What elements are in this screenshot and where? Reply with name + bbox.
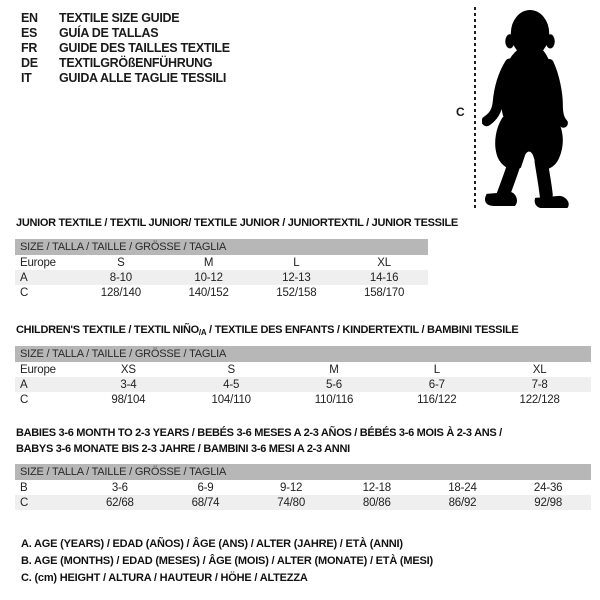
table-row <box>15 285 428 300</box>
cell: XS <box>120 363 136 376</box>
cell: 128/140 <box>100 286 141 299</box>
row-label: C <box>20 393 29 406</box>
cell: 86/92 <box>420 495 506 510</box>
legend-line-c: C. (cm) HEIGHT / ALTURA / HAUTEUR / HÖHE / ALTEZZA <box>21 572 308 584</box>
cell: M <box>329 363 339 376</box>
cell: 7-8 <box>488 377 591 392</box>
cell: 74/80 <box>248 495 334 510</box>
row-label: B <box>20 481 28 494</box>
cell: 104/110 <box>211 393 251 406</box>
cell: 122/128 <box>519 393 560 406</box>
size-header-cell: SIZE / TALLA / TAILLE / GRÖSSE / TAGLIA <box>15 464 591 480</box>
cell: 18-24 <box>448 481 477 494</box>
babies-title-line2: BABYS 3-6 MONATE BIS 2-3 JAHRE / BAMBINI 3-6 MESI A 2-3 ANNI <box>16 443 350 455</box>
table-row <box>15 392 591 407</box>
cell: 116/122 <box>417 393 457 406</box>
language-code: IT <box>21 71 32 85</box>
children-title-post: / TEXTILE DES ENFANTS / KINDERTEXTIL / BAMBINI TESSILE <box>206 324 519 336</box>
cell: 5-6 <box>283 377 386 392</box>
cell: 6-9 <box>197 481 214 494</box>
cell: XL <box>377 256 391 269</box>
cell: 62/68 <box>77 495 163 510</box>
language-row-it <box>21 71 230 86</box>
cell: 110/116 <box>314 393 354 406</box>
language-code: ES <box>21 26 38 40</box>
cell: 98/104 <box>111 393 146 406</box>
language-label: GUIDA ALLE TAGLIE TESSILI <box>59 71 227 85</box>
cell: 92/98 <box>505 495 591 510</box>
babies-size-table <box>15 464 591 510</box>
measurement-legend <box>21 536 433 587</box>
size-header-row <box>15 346 591 362</box>
size-header-cell: SIZE / TALLA / TAILLE / GRÖSSE / TAGLIA <box>15 239 428 255</box>
cell: 3-6 <box>111 481 128 494</box>
legend-line-a: A. AGE (YEARS) / EDAD (AÑOS) / ÂGE (ANS) / ALTER (JAHRE) / ETÀ (ANNI) <box>21 538 403 550</box>
cell: 4-5 <box>180 377 283 392</box>
language-row-fr <box>21 41 230 56</box>
row-label: Europe <box>20 363 56 376</box>
baby-silhouette-icon <box>482 8 574 208</box>
row-label: Europe <box>20 256 56 269</box>
cell: 140/152 <box>188 286 229 299</box>
junior-size-table <box>15 239 428 300</box>
cell: M <box>203 256 214 269</box>
language-code: FR <box>21 41 38 55</box>
cell: 68/74 <box>163 495 249 510</box>
language-row-de <box>21 56 230 71</box>
cell: 6-7 <box>385 377 488 392</box>
cell: 3-4 <box>77 377 180 392</box>
cell: 24-36 <box>533 481 563 494</box>
table-row <box>15 255 428 270</box>
language-row-en <box>21 11 230 26</box>
cell: 8-10 <box>77 270 165 285</box>
cell: 152/158 <box>276 286 317 299</box>
children-title-pre: CHILDREN'S TEXTILE / TEXTIL NIÑO <box>16 324 199 336</box>
cell: XL <box>532 363 547 376</box>
cell: 14-16 <box>340 270 428 285</box>
row-label: C <box>20 286 29 299</box>
language-label: GUIDE DES TAILLES TEXTILE <box>59 41 230 55</box>
table-row <box>15 270 428 285</box>
cell: 12-13 <box>253 270 341 285</box>
cell: L <box>293 256 300 269</box>
row-label: C <box>15 495 77 510</box>
row-label: A <box>15 377 77 392</box>
cell: S <box>117 256 125 269</box>
table-row <box>15 480 591 495</box>
cell: 12-18 <box>362 481 391 494</box>
cell: 10-12 <box>165 270 253 285</box>
language-title-list <box>21 11 230 86</box>
height-measure-label: C <box>456 105 465 119</box>
size-header-cell: SIZE / TALLA / TAILLE / GRÖSSE / TAGLIA <box>15 346 591 362</box>
babies-section-title <box>16 425 576 457</box>
row-label: A <box>15 270 77 285</box>
cell: 80/86 <box>334 495 420 510</box>
babies-title-line1: BABIES 3-6 MONTH TO 2-3 YEARS / BEBÉS 3-6 MESES A 2-3 AÑOS / BÉBÉS 3-6 MOIS À 2-3 ANS / <box>16 427 502 439</box>
cell: S <box>227 363 235 376</box>
table-row <box>15 377 591 392</box>
cell: L <box>433 363 440 376</box>
language-code: DE <box>21 56 38 70</box>
height-dashed-line <box>474 7 476 210</box>
language-row-es <box>21 26 230 41</box>
table-row <box>15 495 591 510</box>
size-header-row <box>15 464 591 480</box>
legend-line-b: B. AGE (MONTHS) / EDAD (MESES) / ÂGE (MOIS) / ALTER (MONATE) / ETÀ (MESI) <box>21 555 433 567</box>
children-title-sub: /A <box>198 328 207 337</box>
language-code: EN <box>21 11 38 25</box>
language-label: TEXTILE SIZE GUIDE <box>59 11 180 25</box>
language-label: TEXTILGRÖßENFÜHRUNG <box>59 56 213 70</box>
language-label: GUÍA DE TALLAS <box>59 26 159 40</box>
baby-height-figure <box>448 4 596 216</box>
size-header-row <box>15 239 428 255</box>
children-size-table <box>15 346 591 407</box>
cell: 158/170 <box>364 286 405 299</box>
table-row <box>15 362 591 377</box>
junior-section-title: JUNIOR TEXTILE / TEXTIL JUNIOR/ TEXTILE JUNIOR / JUNIORTEXTIL / JUNIOR TESSILE <box>16 217 458 229</box>
children-section-title <box>16 324 518 337</box>
cell: 9-12 <box>280 481 303 494</box>
